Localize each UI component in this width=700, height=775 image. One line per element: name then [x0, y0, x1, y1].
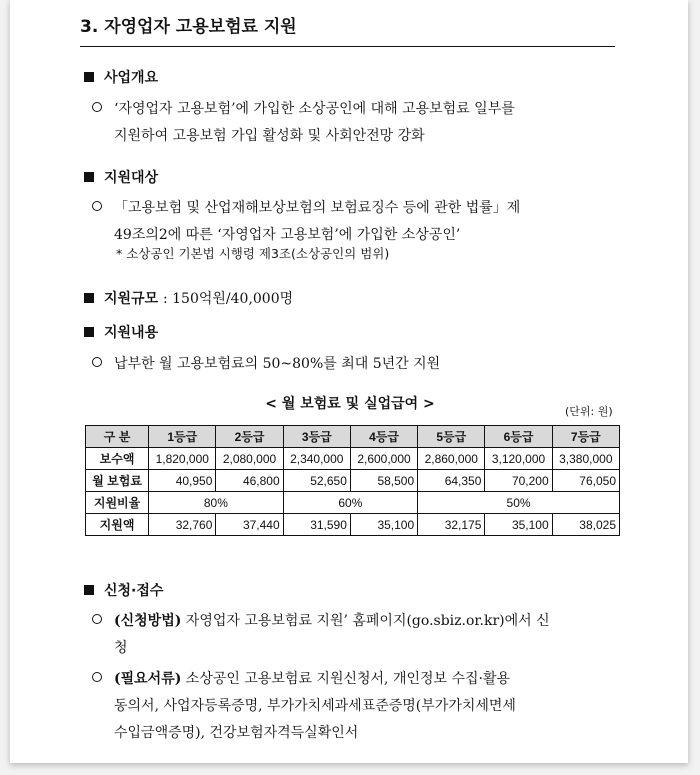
table-cell: 40,950: [149, 470, 216, 492]
table-cell: 37,440: [216, 514, 283, 536]
table-cell: 32,175: [418, 514, 485, 536]
table-cell: 2,080,000: [216, 448, 283, 470]
table-cell: 80%: [149, 492, 284, 514]
table-cell: 38,025: [552, 514, 619, 536]
scale-value: : 150억원/40,000명: [162, 291, 294, 307]
table-header-cell: 2등급: [216, 426, 283, 448]
table-unit: (단위: 원): [565, 405, 613, 418]
table-header-cell: 구 분: [86, 426, 149, 448]
apply-docs-bullet: (필요서류) 소상공인 고용보험료 지원신청서, 개인정보 수집·활용 동의서, 사업자등록증명, 부가가치세과세표준증명(부가가치세면세 수입금액증명), 건강보험자격득실확인서: [92, 666, 622, 747]
square-bullet-icon: [84, 72, 94, 82]
section-heading-apply: 신청·접수: [84, 580, 163, 600]
table-header-cell: 1등급: [149, 426, 216, 448]
section-heading-overview: 사업개요: [84, 67, 158, 87]
table-cell: 32,760: [149, 514, 216, 536]
row-header: 보수액: [86, 448, 149, 470]
square-bullet-icon: [84, 585, 94, 595]
table-row-premium: [86, 470, 620, 492]
table-cell: 60%: [283, 492, 418, 514]
table-cell: 2,860,000: [418, 448, 485, 470]
table-row-support: [86, 514, 620, 536]
table-cell: 31,590: [283, 514, 350, 536]
apply-method-bullet: (신청방법) 자영업자 고용보험료 지원’ 홈페이지(go.sbiz.or.kr)에서 신 청: [92, 608, 622, 662]
table-header-cell: 5등급: [418, 426, 485, 448]
table-caption: < 월 보험료 및 실업급여 >: [265, 396, 435, 412]
table-cell: 58,500: [350, 470, 417, 492]
circle-bullet-icon: [92, 357, 102, 367]
table-header-cell: 3등급: [283, 426, 350, 448]
table-cell: 64,350: [418, 470, 485, 492]
table-header-cell: 7등급: [552, 426, 619, 448]
circle-bullet-icon: [92, 201, 102, 211]
table-cell: 35,100: [485, 514, 552, 536]
table-row-rate: [86, 492, 620, 514]
table-cell: 50%: [418, 492, 620, 514]
table-cell: 3,120,000: [485, 448, 552, 470]
circle-bullet-icon: [92, 614, 102, 624]
section-heading-content: 지원내용: [84, 322, 158, 342]
section-heading-scale: 지원규모 : 150억원/40,000명: [84, 288, 293, 308]
table-header-cell: 6등급: [485, 426, 552, 448]
overview-bullet: ‘자영업자 고용보험’에 가입한 소상공인에 대해 고용보험료 일부를 지원하여 고용보험 가입 활성화 및 사회안전망 강화: [92, 96, 622, 150]
row-header: 지원비율: [86, 492, 149, 514]
square-bullet-icon: [84, 172, 94, 182]
target-footnote: * 소상공인 기본법 시행령 제3조(소상공인의 범위): [116, 246, 390, 261]
circle-bullet-icon: [92, 672, 102, 682]
page-title: 3. 자영업자 고용보험료 지원: [80, 12, 615, 47]
table-cell: 2,600,000: [350, 448, 417, 470]
table-header-cell: 4등급: [350, 426, 417, 448]
target-bullet: 「고용보험 및 산업재해보상보험의 보험료징수 등에 관한 법률」제 49조의2에 따른 ‘자영업자 고용보험’에 가입한 소상공인’: [92, 195, 622, 249]
table-cell: 70,200: [485, 470, 552, 492]
table-cell: 35,100: [350, 514, 417, 536]
table-header-row: [86, 426, 620, 448]
content-bullet: 납부한 월 고용보험료의 50~80%를 최대 5년간 지원: [92, 351, 622, 378]
row-header: 월 보험료: [86, 470, 149, 492]
table-cell: 52,650: [283, 470, 350, 492]
table-cell: 2,340,000: [283, 448, 350, 470]
square-bullet-icon: [84, 327, 94, 337]
row-header: 지원액: [86, 514, 149, 536]
square-bullet-icon: [84, 293, 94, 303]
section-heading-target: 지원대상: [84, 167, 158, 187]
table-cell: 46,800: [216, 470, 283, 492]
table-cell: 1,820,000: [149, 448, 216, 470]
table-cell: 3,380,000: [552, 448, 619, 470]
circle-bullet-icon: [92, 102, 102, 112]
premium-table: [85, 425, 620, 536]
table-cell: 76,050: [552, 470, 619, 492]
table-row-pay: [86, 448, 620, 470]
